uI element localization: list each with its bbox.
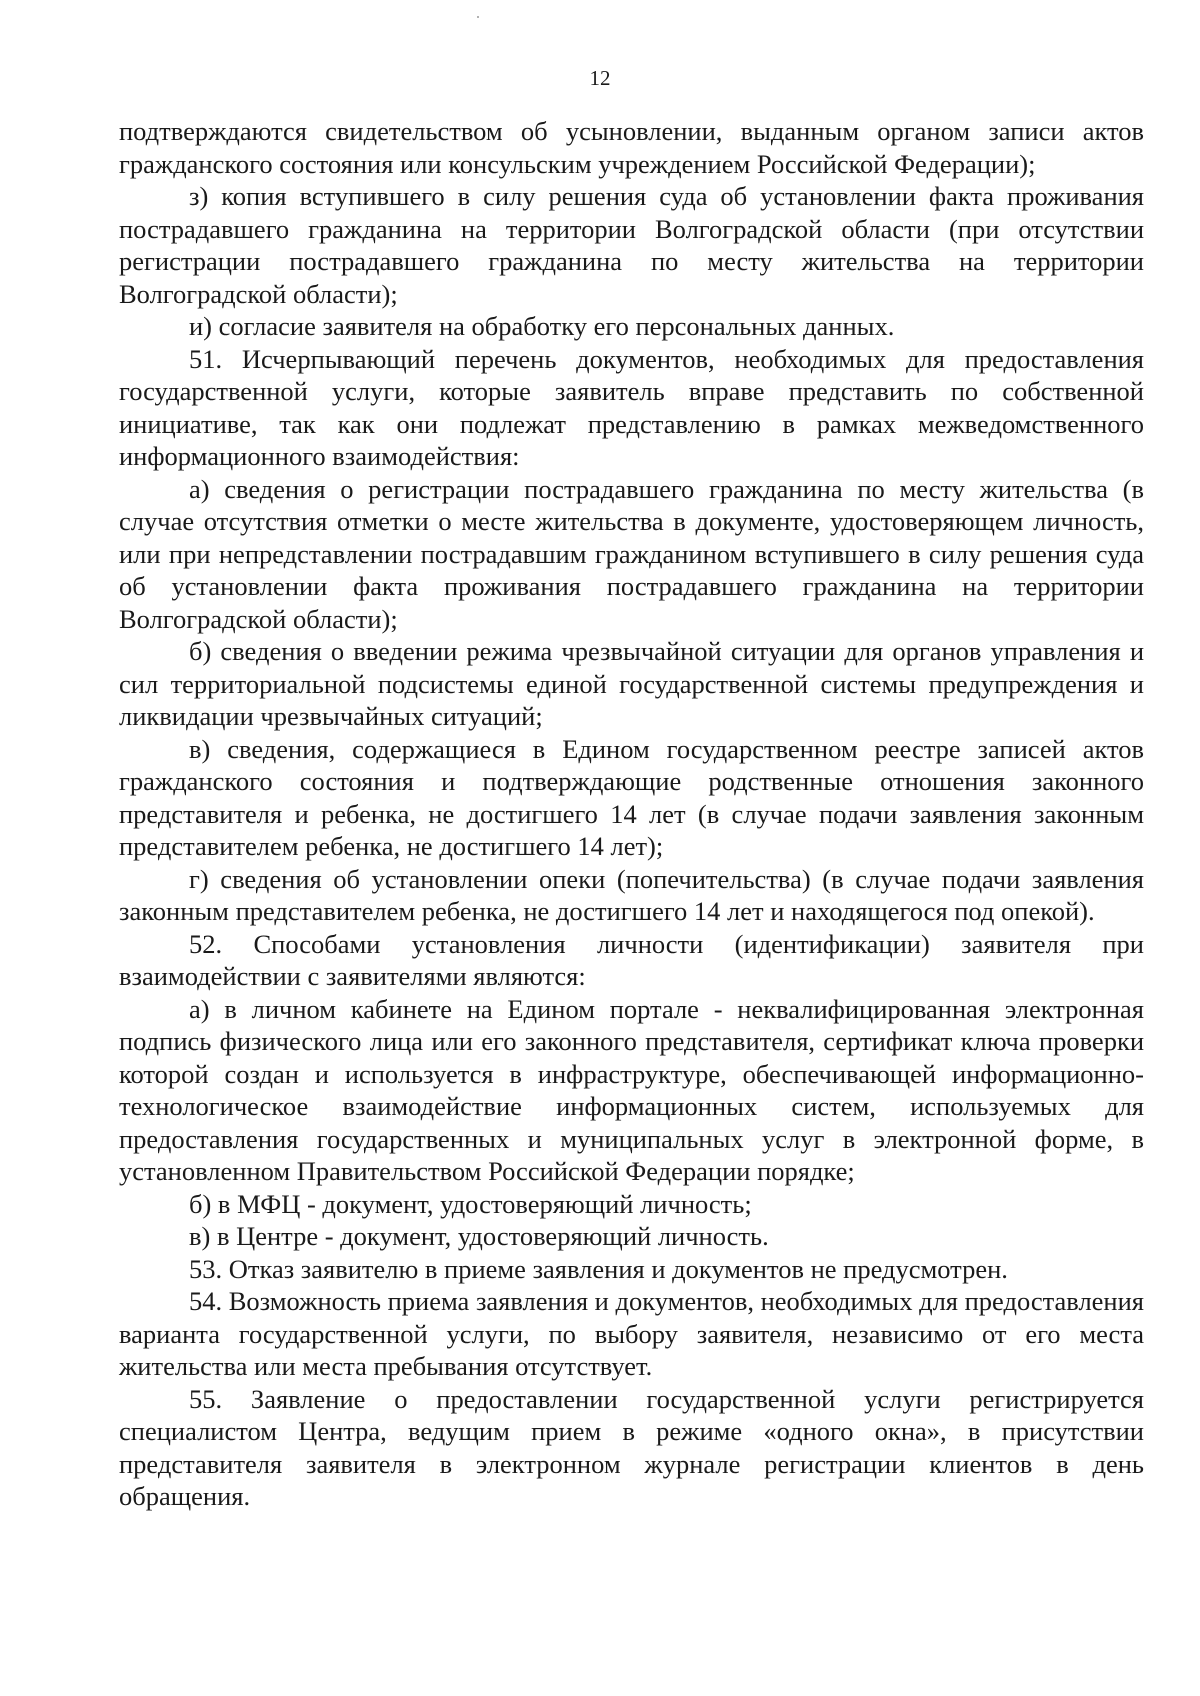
paragraph-52-item-v: в) в Центре - документ, удостоверяющий личность. (189, 1221, 769, 1251)
paragraph-52: 52. Способами установления личности (идентификации) заявителя при взаимодействии с заявителями являются: (119, 928, 1144, 991)
document-body (119, 115, 1144, 1513)
page-number: 12 (589, 66, 611, 90)
paragraph-51: 51. Исчерпывающий перечень документов, необходимых для предоставления государственной услуги, которые заявитель вправе представить по собственной инициативе, так как они подлежат представлению в рамках межведомственного информационного взаимодействия: (119, 343, 1144, 471)
paragraph-51-item-a: а) сведения о регистрации пострадавшего гражданина по месту жительства (в случае отсутствия отметки о месте жительства в документе, удостоверяющем личность, или при непредставлении пострадавшим гражданином вступившего в силу решения суда об установлении факта проживания пострадавшего гражданина на территории Волгоградской области); (119, 473, 1144, 634)
paragraph-51-item-g: г) сведения об установлении опеки (попечительства) (в случае подачи заявления законным представителем ребенка, не достигшего 14 лет и находящегося под опекой). (119, 863, 1144, 926)
scan-speck (477, 16, 479, 18)
paragraph-52-item-a: а) в личном кабинете на Едином портале - неквалифицированная электронная подпись физического лица или его законного представителя, сертификат ключа проверки которой создан и используется в инфраструктуре, обеспечивающей информационно-технологическое взаимодействие информационных систем, используемых для предоставления государственных и муниципальных услуг в электронной форме, в установленном Правительством Российской Федерации порядке; (119, 993, 1144, 1186)
paragraph-53: 53. Отказ заявителю в приеме заявления и документов не предусмотрен. (189, 1253, 1008, 1284)
paragraph-54: 54. Возможность приема заявления и документов, необходимых для предоставления варианта государственной услуги, по выбору заявителя, независимо от его места жительства или места пребывания отсутствует. (119, 1286, 1144, 1381)
paragraph-52-item-b: б) в МФЦ - документ, удостоверяющий личность; (189, 1188, 752, 1219)
paragraph-55: 55. Заявление о предоставлении государственной услуги регистрируется специалистом Центра, ведущим прием в режиме «одного окна», в присутствии представителя заявителя в электронном журнале регистрации клиентов в день обращения. (119, 1383, 1144, 1511)
paragraph-item-z: з) копия вступившего в силу решения суда об установлении факта проживания пострадавшего гражданина на территории Волгоградской области (при отсутствии регистрации пострадавшего гражданина по месту жительства на территории Волгоградской области); (119, 181, 1144, 309)
paragraph-item-i: и) согласие заявителя на обработку его персональных данных. (189, 311, 895, 341)
paragraph-51-item-v: в) сведения, содержащиеся в Едином государственном реестре записей актов гражданского состояния и подтверждающие родственные отношения законного представителя и ребенка, не достигшего 14 лет (в случае подачи заявления законным представителем ребенка, не достигшего 14 лет); (119, 733, 1144, 861)
paragraph-51-item-b: б) сведения о введении режима чрезвычайной ситуации для органов управления и сил территориальной подсистемы единой государственной системы предупреждения и ликвидации чрезвычайных ситуаций; (119, 636, 1144, 731)
paragraph-continuation: подтверждаются свидетельством об усыновлении, выданным органом записи актов гражданского состояния или консульским учреждением Российской Федерации); (119, 116, 1144, 179)
